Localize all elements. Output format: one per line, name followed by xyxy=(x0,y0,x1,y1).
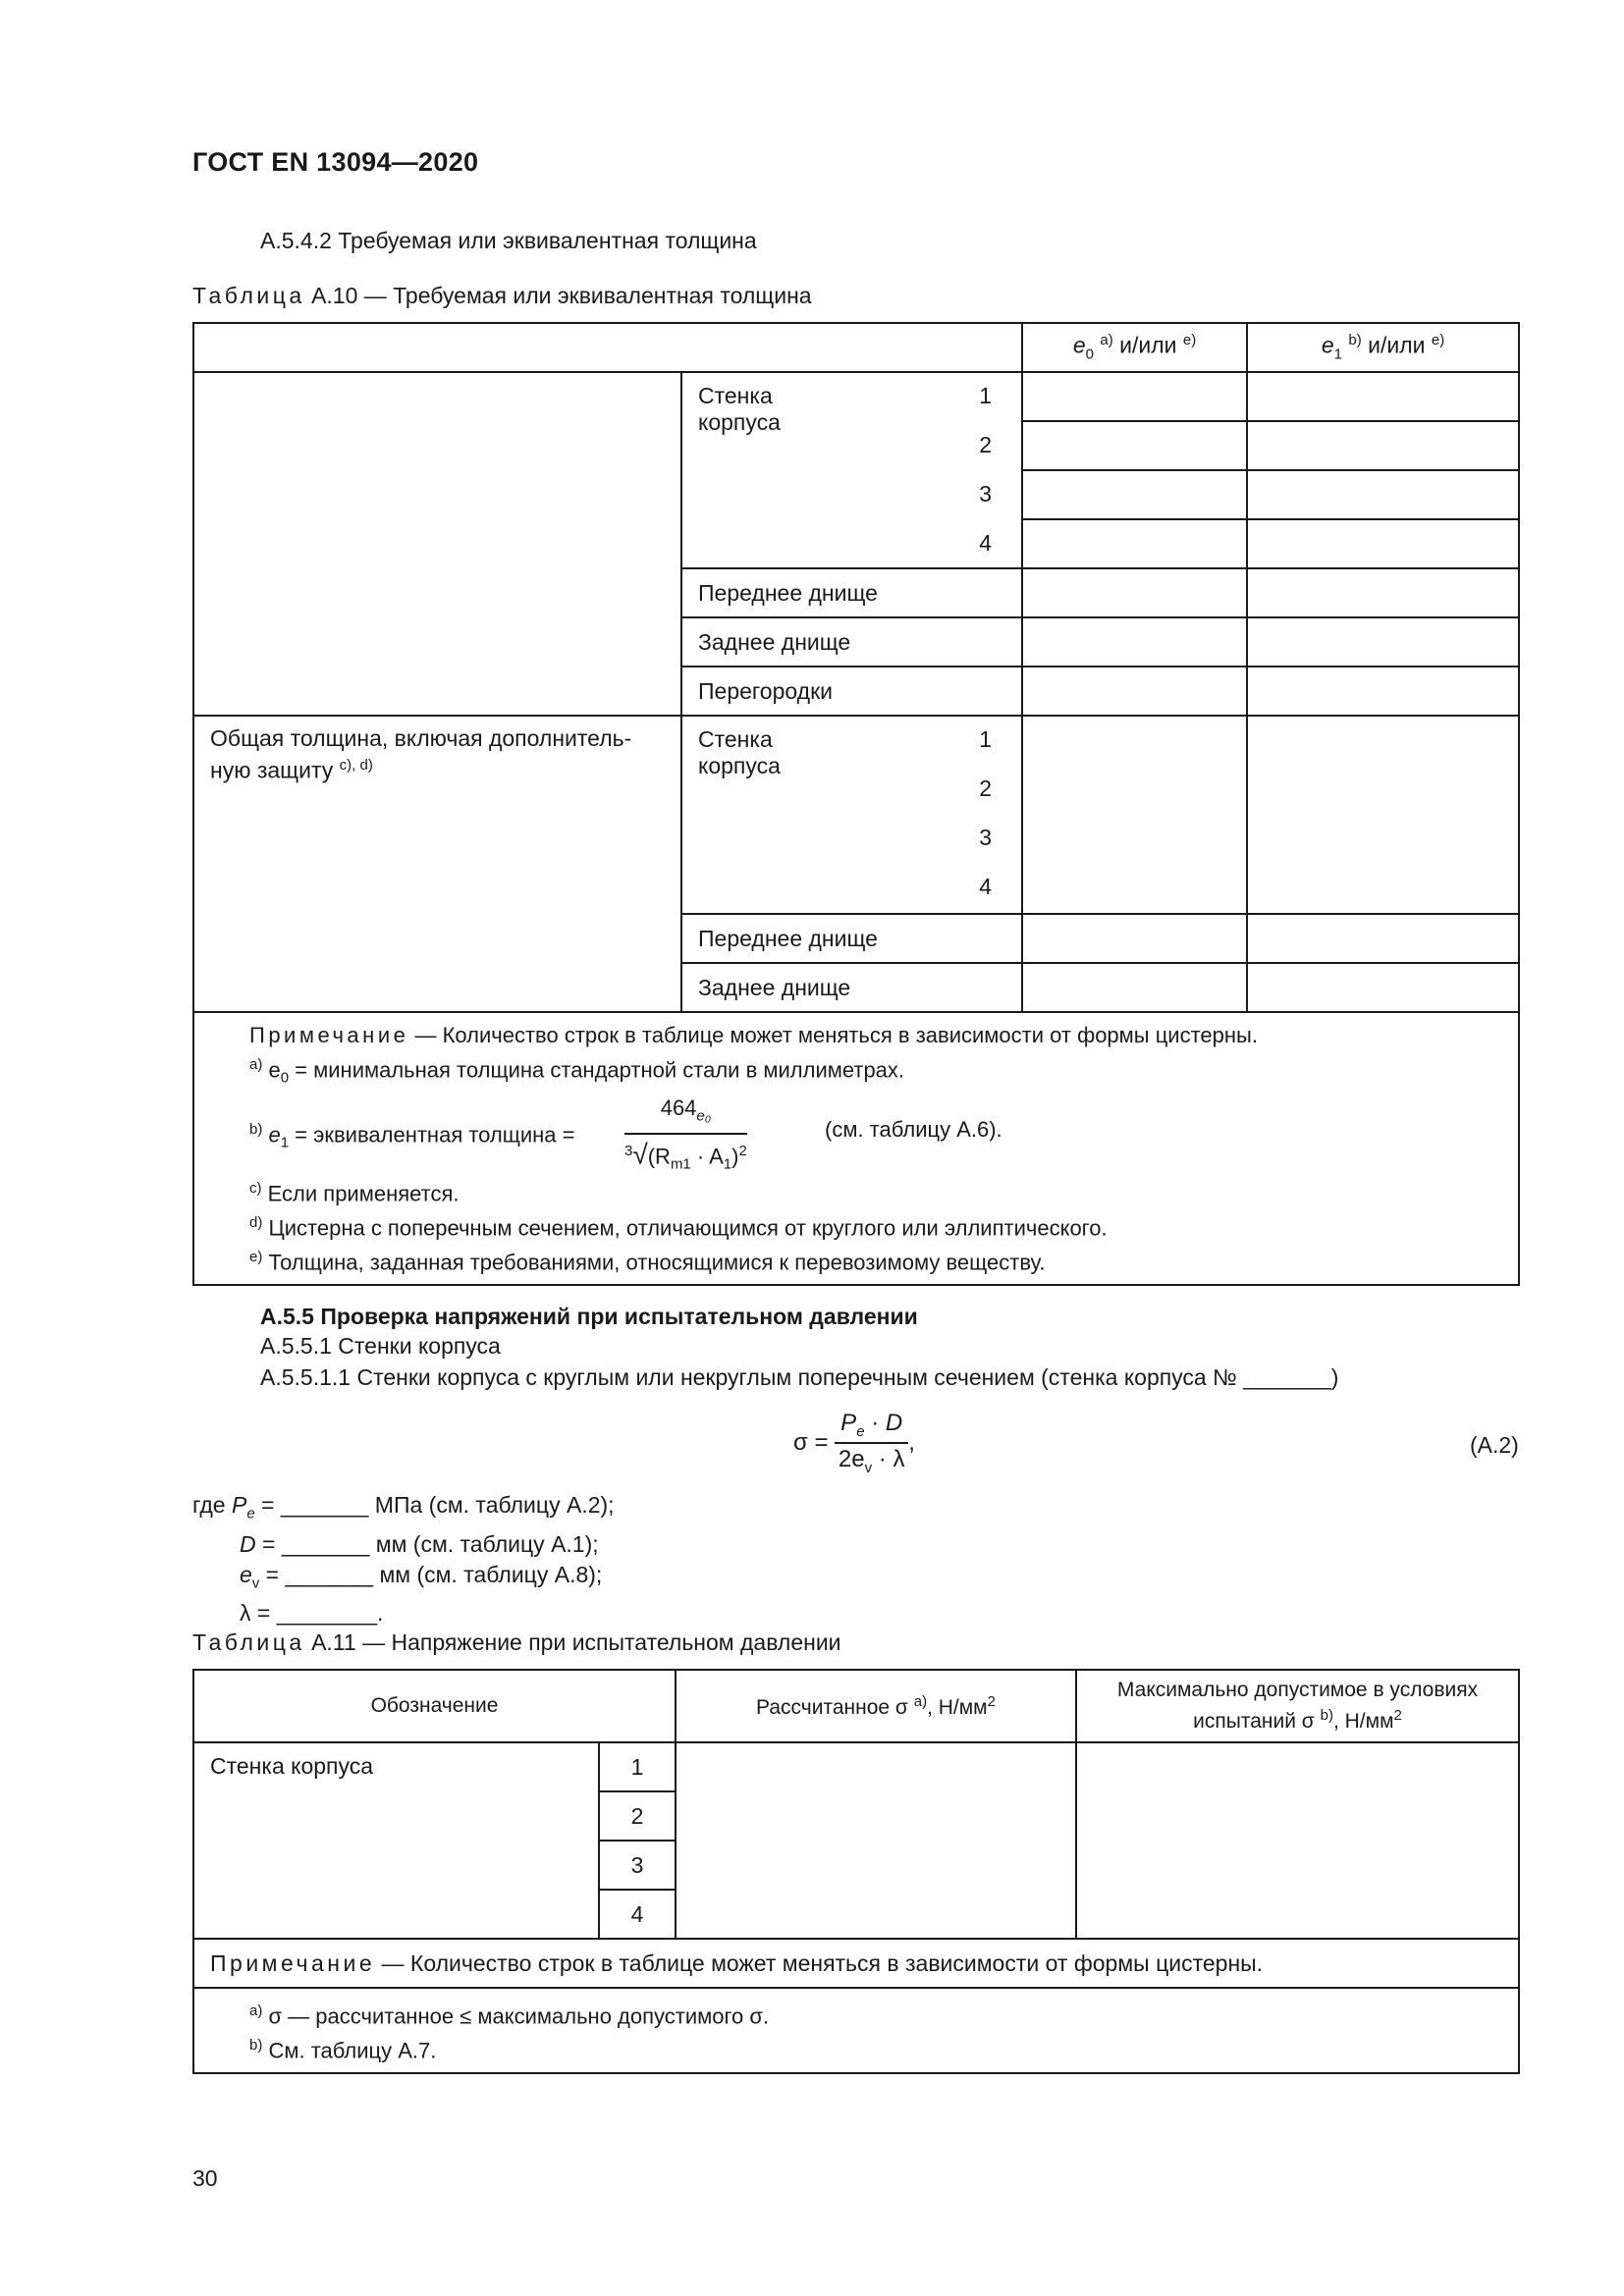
table-row xyxy=(193,716,1519,914)
table10-front-head: Переднее днище xyxy=(681,568,1022,617)
table10-partitions: Перегородки xyxy=(681,667,1022,716)
document-title: ГОСТ EN 13094—2020 xyxy=(192,147,479,177)
shell-number-1: 1 xyxy=(979,726,993,752)
table10-notes xyxy=(193,1012,1519,1285)
table10-cell-e1[interactable] xyxy=(1247,519,1519,568)
shell-number-3: 3 xyxy=(979,825,993,850)
formula-a2: σ = $\frac{P_e \cdot D}{2e_v \cdot \lambda}$ , xyxy=(793,1410,915,1476)
table10-total-label: Общая толщина, включая дополнитель-ную защиту $^{c), d)}$ xyxy=(193,716,681,1012)
table11-footnotes-row xyxy=(193,1988,1519,2073)
table-row xyxy=(193,372,1519,421)
variable-lambda: λ = ________. xyxy=(240,1600,384,1627)
table10-cell-e0[interactable] xyxy=(1022,470,1247,519)
table11-col-calculated: Рассчитанное σ $^{a)}$, $Н/мм^2$ xyxy=(676,1670,1076,1742)
section-a5511-heading: А.5.5.1.1 Стенки корпуса с круглым или некруглым поперечным сечением (стенка корпуса № _______) xyxy=(260,1364,1339,1390)
table10-caption-text: А.10 — Требуемая или эквивалентная толщина xyxy=(311,283,812,308)
table11-footnotes xyxy=(193,1988,1519,2073)
table10-note-general: Примечание — Количество строк в таблице может меняться в зависимости от формы цистерны. xyxy=(249,1023,1258,1047)
table11-note: Примечание — Количество строк в таблице может меняться в зависимости от формы цистерны. xyxy=(193,1939,1519,1988)
table10-col-e1: $e_1$ $^{b)}$ и/или $^{e)}$ xyxy=(1247,323,1519,372)
table11-note-row xyxy=(193,1939,1519,1988)
table10-group1-label xyxy=(193,372,681,716)
table10-cell-e0[interactable] xyxy=(1022,963,1247,1012)
table10-notes-row xyxy=(193,1012,1519,1285)
formula-variables xyxy=(192,1490,615,1629)
table10-cell-e1[interactable] xyxy=(1247,372,1519,421)
table11-shell-number-3: 3 xyxy=(599,1841,676,1890)
table10-cell-e0[interactable] xyxy=(1022,667,1247,716)
variable-ev: $e_v$ = _______ мм (см. таблицу А.8); xyxy=(240,1561,603,1592)
table10-footnote-c: $^{c)}$ Если применяется. xyxy=(249,1179,460,1206)
cube-root-icon: √ xyxy=(632,1139,648,1170)
shell-number-3: 3 xyxy=(979,481,993,507)
shell-number-2: 2 xyxy=(979,775,993,801)
shell-number-1: 1 xyxy=(979,383,993,408)
table-a11 xyxy=(192,1669,1520,2074)
section-a551-heading: А.5.5.1 Стенки корпуса xyxy=(260,1333,501,1359)
table10-footnote-e: $^{e)}$ Толщина, заданная требованиями, относящимися к перевозимому веществу. xyxy=(249,1249,1046,1275)
page-number: 30 xyxy=(192,2165,218,2191)
table10-cell-e1[interactable] xyxy=(1247,617,1519,667)
table10-cell-e0[interactable] xyxy=(1022,519,1247,568)
table10-cell-e1[interactable] xyxy=(1247,421,1519,470)
table10-cell-e0[interactable] xyxy=(1022,568,1247,617)
variable-pe: где $P_e$ = _______ МПа (см. таблицу А.2); xyxy=(192,1492,615,1522)
table11-caption: Таблица А.11 — Напряжение при испытательном давлении xyxy=(192,1629,841,1655)
table10-cell-e0[interactable] xyxy=(1022,617,1247,667)
table10-rear-head: Заднее днище xyxy=(681,617,1022,667)
shell-number-2: 2 xyxy=(979,432,993,457)
table10-cell-e1[interactable] xyxy=(1247,568,1519,617)
table10-shell-numbers-2 xyxy=(834,716,1022,914)
table10-footnote-b-ref: (см. таблицу А.6). xyxy=(825,1116,1002,1142)
table10-front-head-2: Переднее днище xyxy=(681,914,1022,963)
table10-cell-e0[interactable] xyxy=(1022,914,1247,963)
table10-cell-e1[interactable] xyxy=(1247,470,1519,519)
table10-shell-label-2: Стенка корпуса xyxy=(681,716,834,914)
table11-header-row xyxy=(193,1670,1519,1742)
table11-footnote-b: $^{b)}$ См. таблицу А.7. xyxy=(249,2037,437,2063)
section-a542-heading: А.5.4.2 Требуемая или эквивалентная толщина xyxy=(260,228,757,253)
table11-col-designation: Обозначение xyxy=(193,1670,676,1742)
table10-cell-e1[interactable] xyxy=(1247,667,1519,716)
table11-col-max-allowed: Максимально допустимое в условиях испытаний σ $^{b)}$, $Н/мм^2$ xyxy=(1076,1670,1519,1742)
section-a55-heading: А.5.5 Проверка напряжений при испытательном давлении xyxy=(260,1304,918,1329)
shell-number-4: 4 xyxy=(979,530,993,556)
shell-number-4: 4 xyxy=(979,874,993,899)
table10-shell-label: Стенка корпуса xyxy=(681,372,834,568)
table-a10 xyxy=(192,322,1520,1286)
table10-cell-e1[interactable] xyxy=(1247,716,1519,914)
table10-cell-e0[interactable] xyxy=(1022,716,1247,914)
table11-cell-calculated[interactable] xyxy=(676,1742,1076,1939)
table10-footnote-b: $^{b)}$ $e_1$ = эквивалентная толщина = $\frac{464_{e_0}}{^3√(R_{m1} \cdot A_1)^2}$ (см. таблицу А.6). xyxy=(249,1094,1518,1168)
table10-cell-e1[interactable] xyxy=(1247,963,1519,1012)
table11-shell-number-2: 2 xyxy=(599,1791,676,1841)
formula-a2-label: (А.2) xyxy=(1470,1432,1519,1458)
table10-caption-prefix: Таблица xyxy=(192,283,305,308)
table11-shell-label: Стенка корпуса xyxy=(193,1742,599,1939)
table10-cell-e1[interactable] xyxy=(1247,914,1519,963)
table10-footnote-a: $^{a)}$ $e_0$ = минимальная толщина стандартной стали в миллиметрах. xyxy=(249,1056,905,1087)
table11-shell-number-4: 4 xyxy=(599,1890,676,1939)
table10-rear-head-2: Заднее днище xyxy=(681,963,1022,1012)
table10-footnote-d: $^{d)}$ Цистерна с поперечным сечением, отличающимся от круглого или эллиптического. xyxy=(249,1214,1108,1241)
variable-d: D = _______ мм (см. таблицу А.1); xyxy=(240,1530,599,1557)
table10-shell-numbers xyxy=(834,372,1022,568)
table-row xyxy=(193,1742,1519,1791)
table10-caption xyxy=(192,283,812,309)
equivalent-thickness-fraction: $\frac{464_{e_0}}{^3√(R_{m1} \cdot A_1)^2}$ xyxy=(624,1095,747,1173)
table10-cell-e0[interactable] xyxy=(1022,372,1247,421)
table11-footnote-a: $^{a)}$ σ — рассчитанное ≤ максимально допустимого σ. xyxy=(249,2002,770,2029)
table10-header-row xyxy=(193,323,1519,372)
table11-shell-number-1: 1 xyxy=(599,1742,676,1791)
table10-cell-e0[interactable] xyxy=(1022,421,1247,470)
table11-cell-max-allowed[interactable] xyxy=(1076,1742,1519,1939)
table10-header-blank xyxy=(193,323,1022,372)
table10-col-e0: $e_0$ $^{a)}$ и/или $^{e)}$ xyxy=(1022,323,1247,372)
